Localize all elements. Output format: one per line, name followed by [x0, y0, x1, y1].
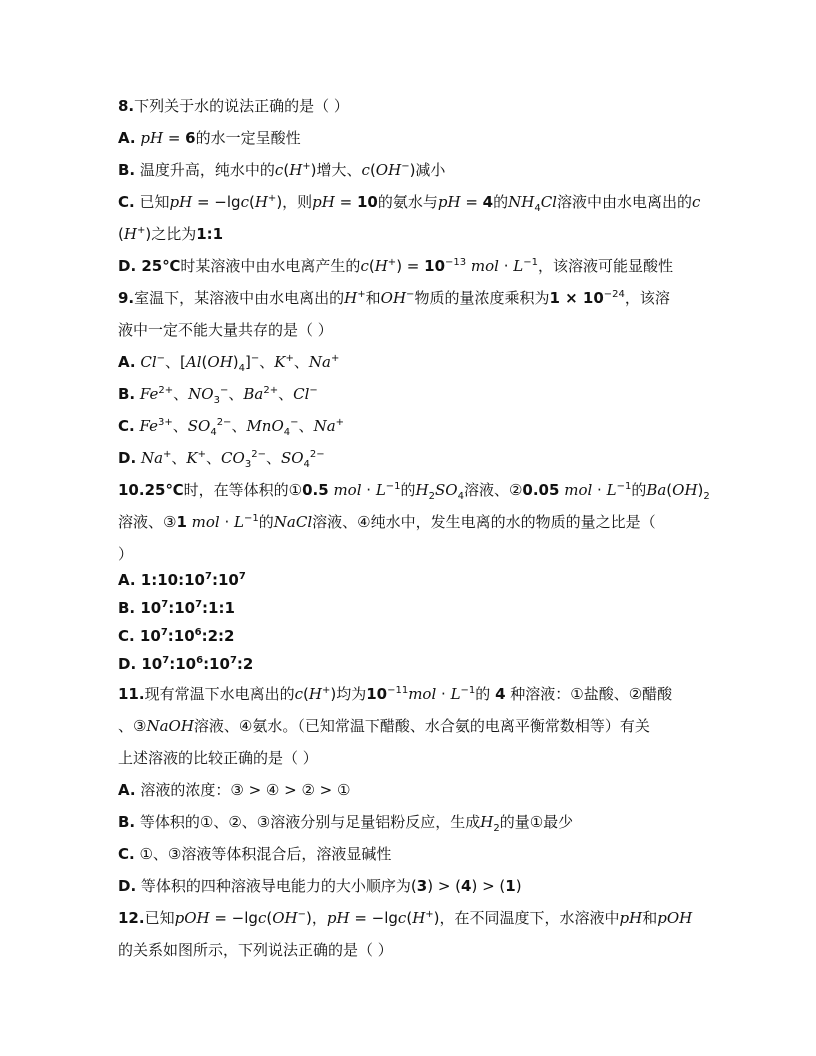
q8-option-a: A. pH = 6的水一定呈酸性 [118, 129, 301, 147]
q10-stem-line2: 溶液、③1 mol · $L^{-1}$的NaCl溶液、④纯水中，发生电离的水的物质的量之比是（ [118, 513, 656, 531]
q8-stem: 8.下列关于水的说法正确的是（ ） [118, 97, 349, 115]
q10-option-d: D. $10^7:10^6:10^7:2$ [118, 655, 254, 673]
q9-option-c: C. $Fe^{3+}$、$SO_4^{2-}$、MnO$_4$−、Na+ [118, 417, 345, 438]
q9-option-a: A. Cl−、$[Al(OH)_4]^-$、K+、Na+ [118, 353, 340, 374]
q11-stem-line2: 、③NaOH溶液、④氨水。（已知常温下醋酸、水合氨的电离平衡常数相等）有关 [118, 717, 650, 735]
q10-option-a: A. $1:10:10^7:10^7$ [118, 571, 246, 589]
q9-option-b: B. $Fe^{2+}$、$NO_3^-$、$Ba^{2+}$、Cl− [118, 385, 318, 406]
q8-option-d: D. 25℃时某溶液中由水电离产生的$c(H^+) = 10^{-13}$ mol · $L^{-1}$，该溶液可能显酸性 [118, 257, 674, 275]
q9-option-d: D. Na+、K+、$CO_3^{2-}$、$SO_4^{2-}$ [118, 449, 325, 470]
q11-option-c: C. ①、③溶液等体积混合后，溶液显碱性 [118, 845, 392, 863]
q11-option-b: B. 等体积的①、②、③溶液分别与足量铝粉反应，生成$H_2$的量①最少 [118, 813, 574, 834]
q11-stem-line3: 上述溶液的比较正确的是（ ） [118, 749, 318, 767]
q10-option-b: B. $10^7:10^7:1:1$ [118, 599, 235, 617]
q10-stem-line3: ） [118, 545, 134, 563]
q12-stem-line1: 12.已知pOH = −lgc(OH−)，pH = −lgc(H+)，在不同温度下，水溶液中pH和pOH [118, 909, 693, 927]
q10-stem-line1: 10.25℃时，在等体积的①0.5 mol · $L^{-1}$的$H_2SO_4$溶液、②0.05 mol · $L^{-1}$的$Ba(OH)_2$ [118, 481, 710, 502]
q8-option-c-line1: C. 已知pH = −lgc(H+)，则pH = 10的氨水与pH = 4的$NH_4Cl$溶液中由水电离出的c [118, 193, 701, 214]
q11-option-d: D. 等体积的四种溶液导电能力的大小顺序为(3) > (4) > (1) [118, 877, 522, 895]
q11-stem-line1: 11.现有常温下水电离出的c(H+)均为$10^{-11}mol \cdot L^{-1}$的 4 种溶液：①盐酸、②醋酸 [118, 685, 673, 703]
q8-option-b: B. 温度升高，纯水中的c(H+)增大、c(OH−)减小 [118, 161, 446, 179]
q10-option-c: C. $10^7:10^6:2:2$ [118, 627, 235, 645]
q11-option-a: A. 溶液的浓度：③ > ④ > ② > ① [118, 781, 351, 799]
q9-stem-line1: 9.室温下，某溶液中由水电离出的H+和OH−物质的量浓度乘积为$1 \times 10^{-24}$，该溶 [118, 289, 670, 307]
q8-option-c-line2: (H+)之比为1:1 [118, 225, 224, 243]
q9-stem-line2: 液中一定不能大量共存的是（ ） [118, 321, 333, 339]
q12-stem-line2: 的关系如图所示，下列说法正确的是（ ） [118, 941, 393, 959]
